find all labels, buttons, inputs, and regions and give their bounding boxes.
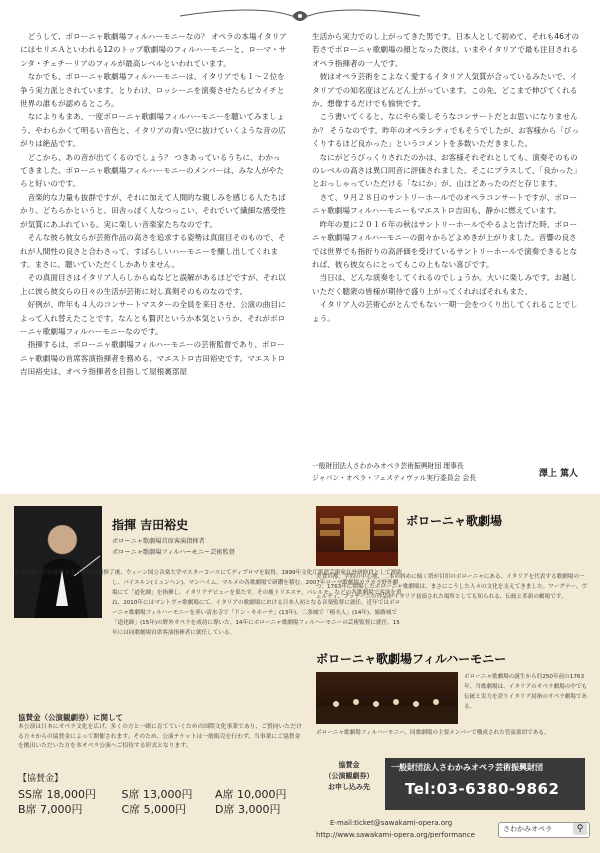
search-text: さわかみオペラ: [503, 825, 552, 833]
conductor-role-2: ボローニャ歌劇場フィルハーモニー芸術監督: [112, 549, 235, 556]
contact-url[interactable]: http://www.sawakami-opera.org/performance: [316, 831, 475, 839]
essay-section: [20, 30, 580, 485]
essay-paragraph: こう書いてくると、なにやら楽しそうなコンサートだとお思いになりませんか？ そうなのです。昨年のオペラシティでもそうでしたが、お客様から「びっくりするほど良かった」というコメントを多数いただきました。: [312, 112, 579, 149]
theatre-desc: 美食の都、学問の中心地、二本の斜めに傾く塔が目印のボローニャにある、イタリアを代表する歌劇場の一つ。1763年に開場したボローニャ歌劇場は、まさにこうした人々の文化を支えてきました。ワーグナー、ヴェルディ、プッチーニの作品がイタリア初演された場所としても知られる、伝統と革新の劇場です。: [316, 574, 588, 600]
essay-paragraph: なにがどうびっくりされたのかは、お客様それぞれとしても、演奏そのもののレベルの高さは異口同音に評価されました。そこにプラスして、「良かった」とおっしゃっていただける「なにか」が、山ほどあったのだと存じます。: [312, 152, 578, 189]
phil-title: ボローニャ歌劇場フィルハーモニー: [316, 652, 507, 666]
price-a: A席 10,000円: [215, 788, 287, 801]
essay-paragraph: どうして、ボローニャ歌劇場フィルハーモニーなの？ オペラの本場イタリアにはセリエＡといわれる12のトップ歌劇場のフィルハーモニーと、ローマ・サンタ・チェチーリアのフィルが最高レベルといわれています。: [20, 32, 287, 68]
essay-paragraph: 指揮するは、ボローニャ歌劇場フィルハーモニーの芸術監督であり、ボローニャ歌劇場の首席客演指揮者を務める、マエストロ吉田裕史です。マエストロ吉田裕史は、オペラ指揮者を目指して屋根裏部屋: [20, 340, 286, 377]
contact-labels: [316, 760, 382, 793]
essay-paragraph: どこから、あの音が出てくるのでしょう？ つきあっているうちに、わかってきました。ボローニャ歌劇場フィルハーモニーのメンバーは、みな人がやたらと好いのです。: [20, 152, 285, 189]
orchestra-icon: [316, 672, 458, 724]
price-c: C席 5,000円: [121, 803, 187, 816]
signature-org-1: 一般財団法人さわかみオペラ芸術振興財団 理事長: [312, 462, 464, 470]
contact-label-1: 協賛金: [338, 761, 360, 769]
essay-paragraph: なかでも、ボローニャ歌劇場フィルハーモニーは、イタリアでも１～２位を争う実力派とされています。とりわけ、ロッシーニを演奏させたらピカイチと世界の誰もが認めるところ。: [20, 72, 285, 109]
essay-paragraph: 昨年の夏に２０１６年の秋はサントリーホールでやるよと告げた時、ボローニャ歌劇場フィルハーモニーの面々からどよめきが上がりました。音響の良さでは世界でも指折りの高評価を受けているサントリーホールで演奏できるとなれば、彼ら彼女らにとってもこの上もない喜びです。: [312, 219, 578, 269]
essay-paragraph: 彼はオペラ芸術をこよなく愛するイタリア人気質が合っているみたいで、イタリアでの知名度はどんどん上がっています。この先、どこまで伸びてくれるか、想像するだけでも愉快です。: [312, 72, 578, 109]
theatre-photo: [316, 506, 398, 566]
contact-email[interactable]: E-mail:ticket@sawakami-opera.org: [330, 819, 453, 827]
contact-tel[interactable]: Tel:03-6380-9862: [405, 780, 560, 798]
essay-paragraph: 好例が、昨年も４人のコンサートマスターの全員を来日させ、公演の曲目によって入れ替えたことです。なんとも贅沢というか本気というか、それがボローニャ歌劇場フィルハーモニーなのです。: [20, 300, 286, 336]
price-row: [18, 802, 287, 817]
essay-paragraph: そんな彼ら彼女らが芸術作品の高さを追求する姿勢は真面目そのもので、それが人間性の良さと合わさって、すばらしいハーモニーを醸し出してくれます。まさに、聴いていただくしかありません。: [20, 233, 286, 269]
top-ornament-icon: [170, 6, 430, 26]
theatre-interior-icon: [316, 506, 398, 566]
conductor-roles: [112, 536, 287, 558]
essay-paragraph: イタリア人の芸術心がとんでもない一期一会をつくり出してくれることでしょう。: [312, 300, 578, 323]
price-b: B席 7,000円: [18, 803, 83, 816]
conductor-title: 指揮 吉田裕史: [112, 518, 189, 532]
signature-name: 澤上 篤人: [538, 469, 578, 479]
price-d: D席 3,000円: [215, 803, 281, 816]
essay-paragraph: さて、９月２８日のサントリーホールでのオペラコンサートですが、ボローニャ歌劇場フィルハーモニーもマエストロ吉田も、静かに燃えています。: [312, 192, 578, 216]
price-row: [18, 787, 287, 802]
theatre-title: ボローニャ歌劇場: [406, 514, 503, 528]
essay-left-column: [20, 30, 288, 379]
essay-paragraph: その真面目さはイタリア人らしからぬなどと誤解があるほどですが、それ以上に彼ら彼女らの日々の生活が芸術に対し真剣そのものなのです。: [20, 273, 286, 296]
essay-right-column: [312, 30, 580, 325]
essay-paragraph: 当日は、どんな演奏をしてくれるのでしょうか。大いに楽しみです。お越しいただく聴衆の皆様が期待で盛り上がってくれればそれもまた、: [312, 273, 578, 296]
price-table: [18, 772, 287, 817]
contact-label-2: （公演観劇券）: [324, 772, 374, 780]
price-s: S席 13,000円: [121, 788, 193, 801]
contact-org: 一般財団法人さわかみオペラ芸術振興財団: [391, 763, 543, 772]
search-box[interactable]: [498, 822, 590, 838]
price-header: 【協賛金】: [18, 774, 64, 784]
phil-desc: ボローニャ歌劇場の誕生から約250年前の1763年、当歌劇場は、イタリアのオペラ劇場の中でも伝統と実力を誇りイタリア屈指のオペラ劇場である。: [464, 674, 588, 710]
essay-paragraph: 生活から実力でのし上がってきた男です。日本人として初めて、それも46才の若さでボローニャ歌劇場の顔となった彼は、いまやイタリアで最も注目されるオペラ指揮者の一人です。: [312, 32, 580, 68]
sponsorship-text: 本公演は日本にオペラ文化を広げ、多くの方と一緒に育てていくための国際文化事業であり、ご賛同いただける方々からの協賛金によって開催されます。そのため、公演チケットは一般販売を行わず、当事業にご協賛金を拠出いただいた方を本オペラ公演へご招待する形式となります。: [18, 724, 302, 749]
phil-desc-2: ボローニャ歌劇場フィルハーモニー、同歌劇場の主要メンバーで構成された管弦楽団である。: [316, 730, 550, 736]
price-ss: SS席 18,000円: [18, 788, 96, 801]
contact-label-3: お申し込み先: [328, 783, 370, 791]
conductor-bio: 東京音楽大学指揮科および同研究科修了後、ウィーン国立音楽大学マスターコースにてディプロマを取得。1999年文化庁派遣芸術家在外研修員として渡欧し、バイエルン(ミュンヘン)、マンハイム、マルメの各歌劇場で研鑽を積む。2007年ローマ歌劇場カラカラ野外劇場にて「道化師」を指揮し、イタリアデビューを果たす。その後トリエステ、パレルモ、などの各歌劇場で客演を重ね、2010年にはマントヴァ歌劇場にて、イタリアの歌劇場における日本人初となる音楽監督に就任。近年ではボローニャ歌劇場フィルハーモニーを率い清水寺で「ドン・キホーテ」(13年)、二条城で「椿夫人」(14年)、姫路城で「道化師」(15年)の野外オペラを成功に導いた。14年にボローニャ歌劇場フィルハーモニーの芸術監督に就任。15年には同歌劇場首席客演指揮者に就任している。: [14, 570, 402, 636]
contact-box: [385, 758, 585, 810]
conductor-role-1: ボローニャ歌劇場首席客演指揮者: [112, 538, 205, 545]
essay-paragraph: なによりもまあ、一度ボローニャ歌劇場フィルハーモニーを聴いてみましょう。やわらかくて明るい音色と、イタリアの青い空に抜けていくような音の広がりは絶品です。: [20, 112, 286, 149]
signature: [312, 460, 580, 484]
essay-paragraph: 音楽的な力量も抜群ですが、それに加えて人間的な親しみを感じる人たちばかり。どちらかというと、田舎っぽく人なつっこい、それでいて繊細な感受性が気質にあふれている。実に楽しい音楽家たちなのです。: [20, 192, 286, 229]
phil-photo: [316, 672, 458, 724]
sponsorship-heading: 協賛金（公演観劇券）に関して: [18, 713, 123, 722]
signature-org-2: ジャパン・オペラ・フェスティヴァル実行委員会 会長: [312, 474, 477, 482]
search-icon[interactable]: ⚲: [573, 823, 587, 835]
sponsorship-block: [18, 712, 304, 752]
